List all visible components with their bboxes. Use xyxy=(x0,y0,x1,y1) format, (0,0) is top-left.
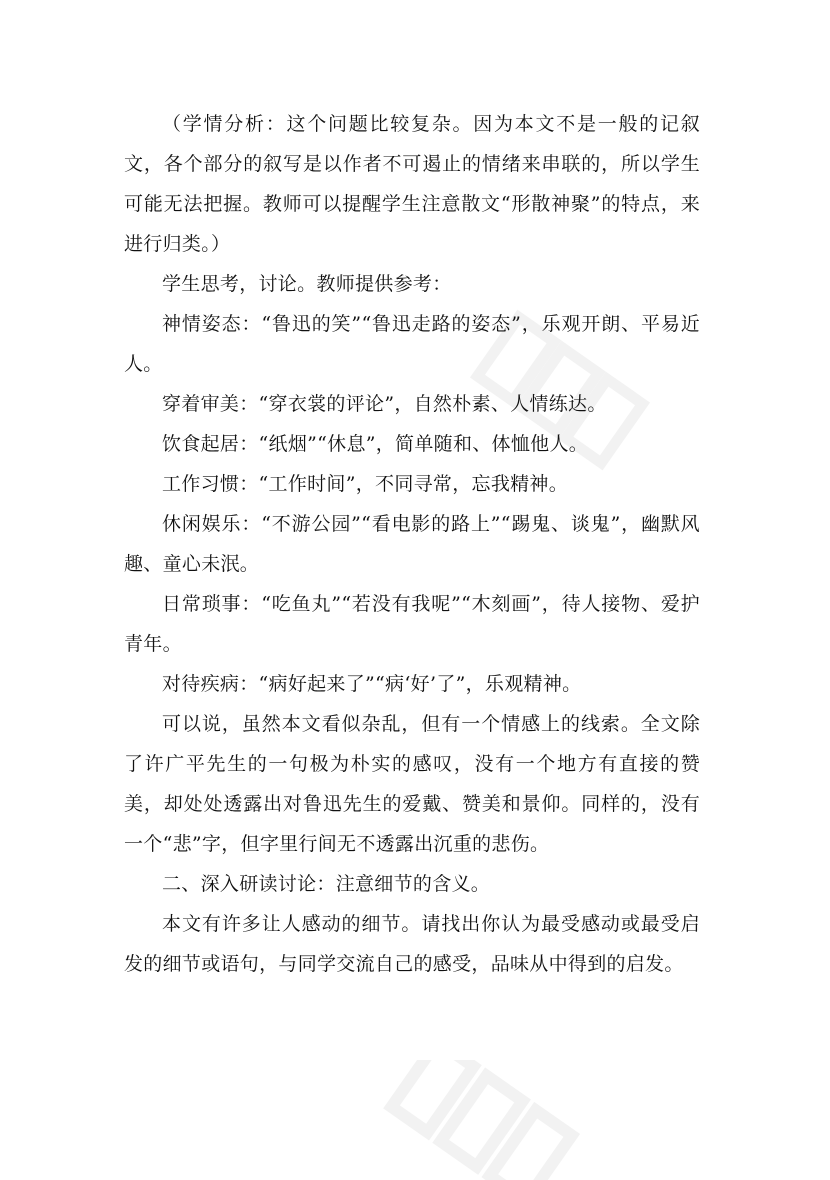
paragraph-illness: 对待疾病：“病好起来了”“病‘好’了”，乐观精神。 xyxy=(162,673,582,695)
paragraph-details-task: 本文有许多让人感动的细节。请找出你认为最受感动或最受启发的细节或语句，与同学交流自己的感受，品味从中得到的启发。 xyxy=(124,913,700,975)
paragraph-emotional-clue: 可以说，虽然本文看似杂乱，但有一个情感上的线索。全文除了许广平先生的一句极为朴实的感叹，没有一个地方有直接的赞美，却处处透露出对鲁迅先生的爱戴、赞美和景仰。同样的，没有一个“悲”字，但字里行间无不透露出沉重的悲伤。 xyxy=(124,713,700,855)
watermark-logo-icon xyxy=(380,1060,580,1180)
paragraph-daily-affairs: 日常琐事：“吃鱼丸”“若没有我呢”“木刻画”，待人接物、爱护青年。 xyxy=(124,593,700,655)
section-heading-deep-reading: 二、深入研读讨论：注意细节的含义。 xyxy=(162,873,491,895)
paragraph-clothing-aesthetics: 穿着审美：“穿衣裳的评论”，自然朴素、人情练达。 xyxy=(162,393,607,415)
paragraph-leisure: 休闲娱乐：“不游公园”“看电影的路上”“踢鬼、谈鬼”，幽默风趣、童心未泯。 xyxy=(124,513,700,575)
paragraph-work-habits: 工作习惯：“工作时间”，不同寻常，忘我精神。 xyxy=(162,473,569,495)
document-body xyxy=(124,104,700,984)
paragraph-expression-posture: 神情姿态：“鲁迅的笑”“鲁迅走路的姿态”，乐观开朗、平易近人。 xyxy=(124,313,700,375)
paragraph-learning-analysis: （学情分析：这个问题比较复杂。因为本文不是一般的记叙文，各个部分的叙写是以作者不可遏止的情绪来串联的，所以学生可能无法把握。教师可以提醒学生注意散文“形散神聚”的特点，来进行归类。） xyxy=(124,113,700,255)
paragraph-student-discussion: 学生思考，讨论。教师提供参考： xyxy=(162,273,452,295)
paragraph-daily-living: 饮食起居：“纸烟”“休息”，简单随和、体恤他人。 xyxy=(162,433,589,455)
